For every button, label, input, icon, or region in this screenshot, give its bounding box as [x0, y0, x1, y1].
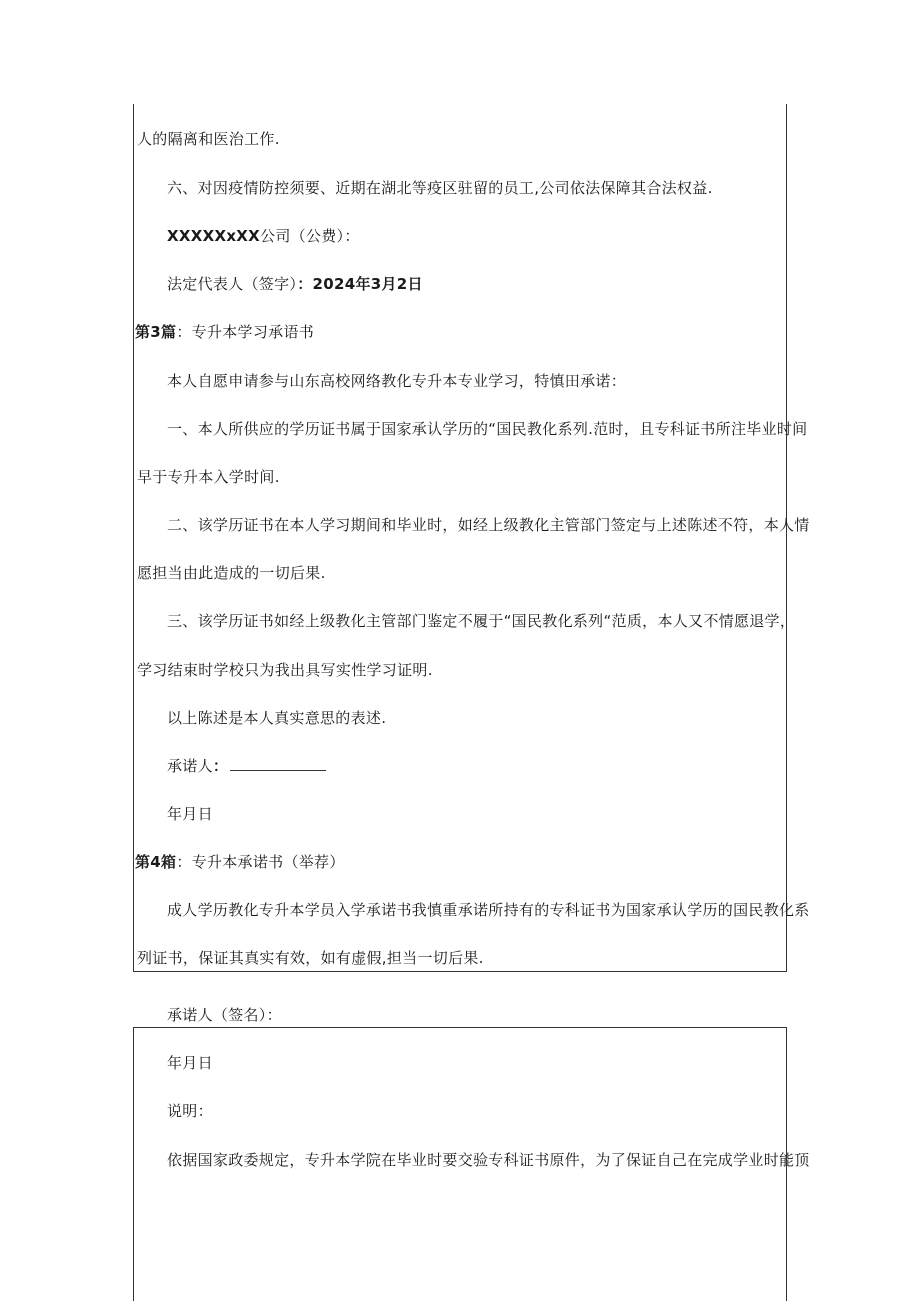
text-line: 成人学历教化专升本学员入学承诺书我慎重承诺所持有的专科证书为国家承认学历的国民教化系 [167, 901, 810, 919]
note-label: 说明： [167, 1102, 213, 1120]
company-name: XXXXXxXX [167, 227, 261, 245]
representative-label: 法定代表人（签字） [167, 275, 298, 293]
text-line: 三、该学历证书如经上级教化主管部门鉴定不履于“国民教化系列“范质，本人又不情愿退学， [167, 612, 796, 630]
frame2-left-border [133, 1027, 134, 1301]
signer-label: 承诺人 [167, 757, 213, 775]
frame-bottom-border [133, 971, 787, 972]
frame-right-border [786, 104, 787, 971]
article-heading [135, 852, 345, 872]
article-number: 第4箱 [135, 853, 177, 871]
article-title: ：专升本承诺书（举荐） [176, 853, 345, 871]
article-title: ：专升本学习承语书 [176, 323, 315, 341]
date-line: 年月日 [167, 1054, 213, 1072]
signer-colon: ： [212, 757, 229, 775]
text-line: 六、对因疫情防控须要、近期在湖北等疫区驻留的员工,公司依法保障其合法权益. [167, 179, 713, 197]
text-line: 列证书，保证其真实有效，如有虚假,担当一切后果. [137, 949, 484, 967]
text-line: 本人自愿申请参与山东高校网络教化专升本专业学习，特慎田承诺： [167, 372, 627, 390]
date-line: 年月日 [167, 805, 213, 823]
text-line: 早于专升本入学时间. [137, 468, 280, 486]
signer-line [167, 756, 326, 776]
text-line: 愿担当由此造成的一切后果. [137, 564, 326, 582]
text-line: 学习结束时学校只为我出具写实性学习证明. [137, 661, 433, 679]
frame-left-border [133, 104, 134, 971]
representative-line [167, 274, 423, 294]
text-line: 人的隔离和医治工作. [137, 130, 280, 148]
signer-line: 承诺人（签名）： [167, 1006, 282, 1024]
text-line: 二、该学历证书在本人学习期间和毕业时，如经上级教化主管部门签定与上述陈述不符，本人情 [167, 516, 810, 534]
frame2-top-border [133, 1027, 787, 1028]
article-heading [135, 322, 314, 342]
text-line: 一、本人所供应的学历证书属于国家承认学历的“国民教化系列.范时，且专科证书所注毕业时间 [167, 420, 808, 438]
company-line [167, 226, 360, 246]
text-line: 依据国家政委规定，专升本学院在毕业时要交验专科证书原件，为了保证自己在完成学业时能顶 [167, 1151, 810, 1169]
signature-blank [230, 756, 326, 771]
article-number: 第3篇 [135, 323, 177, 341]
company-seal-label: 公司（公费）： [260, 227, 360, 245]
representative-date: ：2024年3月2日 [297, 275, 423, 293]
text-line: 以上陈述是本人真实意思的表述. [167, 709, 387, 727]
